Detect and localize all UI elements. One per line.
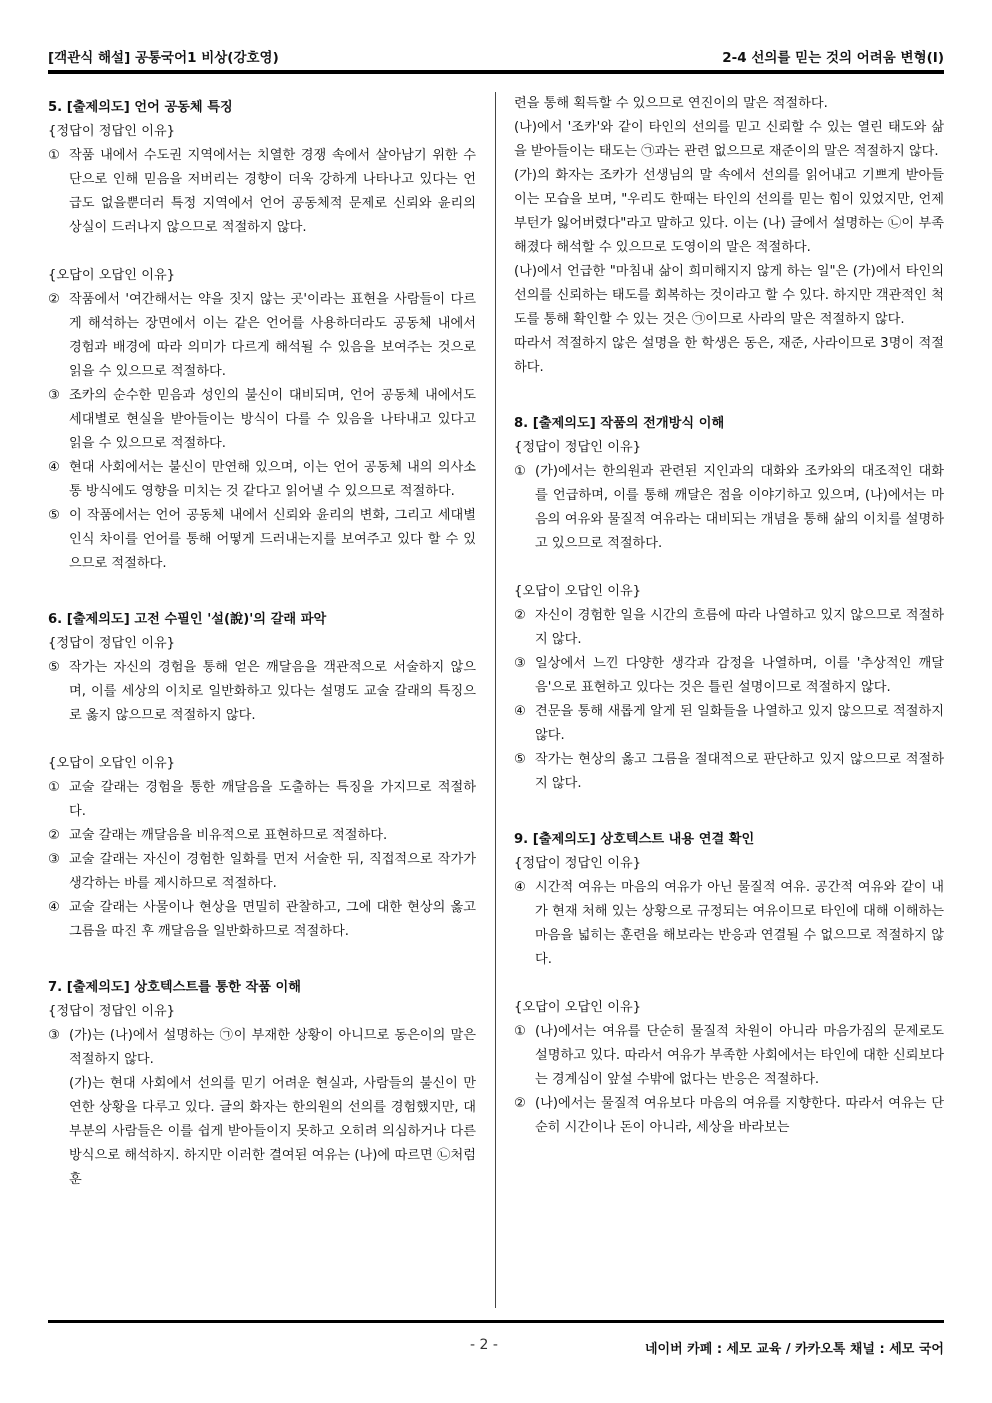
q5-wrong-label: {오답이 오답인 이유} (48, 268, 176, 283)
q7-title: 7. [출제의도] 상호텍스트를 통한 작품 이해 (48, 980, 302, 995)
right-column (514, 92, 944, 1140)
q7-paragraph: (나)에서 '조카'와 같이 타인의 선의를 믿고 신뢰할 수 있는 열린 태도와 삶을 받아들이는 태도는 ㉠과는 관련 없으므로 재준이의 말은 적절하지 않다. (514, 120, 944, 159)
q9-correct-label: {정답이 정답인 이유} (514, 856, 642, 871)
item-number: ② (514, 1096, 526, 1111)
item-number: ① (48, 780, 60, 795)
item-number: ② (48, 292, 60, 307)
item-number: ③ (48, 1028, 60, 1043)
header-title-left: [객관식 해설] 공통국어1 비상(강호영) (48, 50, 279, 66)
q8-wrong-item (514, 700, 944, 748)
item-number: ③ (48, 388, 60, 403)
q6-title: 6. [출제의도] 고전 수필인 '설(說)'의 갈래 파악 (48, 612, 327, 627)
header-title-right: 2-4 선의를 믿는 것의 어려움 변형(I) (722, 50, 944, 66)
item-number: ② (48, 828, 60, 843)
item-text: (가)에서는 한의원과 관련된 지인과의 대화와 조카와의 대조적인 대화를 언급하며, 이를 통해 깨달은 점을 이야기하고 있으며, (나)에서는 마음의 여유와 물질적 여유라는 대비되는 개념을 통해 삶의 이치를 설명하고 있으므로 적절하다. (535, 464, 944, 551)
item-number: ⑤ (48, 660, 60, 675)
item-number: ② (514, 608, 526, 623)
q6-wrong-item (48, 776, 476, 824)
q7-paragraph: (나)에서 언급한 "마침내 삶이 희미해지지 않게 하는 일"은 (가)에서 타인의 선의를 신뢰하는 태도를 회복하는 것이라고 할 수 있다. 하지만 객관적인 척도를 통해 확인할 수 있는 것은 ㉠이므로 사라의 말은 적절하지 않다. (514, 264, 944, 327)
q8-correct-label: {정답이 정답인 이유} (514, 440, 642, 455)
item-number: ③ (48, 852, 60, 867)
page-header (48, 46, 944, 68)
item-number: ① (514, 1024, 526, 1039)
item-text: 시간적 여유는 마음의 여유가 아닌 물질적 여유. 공간적 여유와 같이 내가 현재 처해 있는 상황으로 규정되는 여유이므로 타인에 대해 이해하는 마음을 넓히는 훈련을 해보라는 반응과 연결될 수 없으므로 적절하지 않다. (535, 880, 944, 967)
item-text: 작가는 자신의 경험을 통해 얻은 깨달음을 객관적으로 서술하지 않으며, 이를 세상의 이치로 일반화하고 있다는 설명도 교술 갈래의 특징으로 옳지 않으므로 적절하지 않다. (69, 660, 476, 723)
item-text: 교술 갈래는 자신이 경험한 일화를 먼저 서술한 뒤, 직접적으로 작가가 생각하는 바를 제시하므로 적절하다. (69, 852, 476, 891)
q7-correct-continuation: (가)는 현대 사회에서 선의를 믿기 어려운 현실과, 사람들의 불신이 만연한 상황을 다루고 있다. 글의 화자는 한의원의 선의를 경험했지만, 대부분의 사람들은 이를 쉽게 받아들이지 못하고 오히려 의심하거나 다른 방식으로 해석하지. 하지만 이러한 결여된 여유는 (나)에 따르면 ㉡처럼 훈 (69, 1076, 476, 1187)
item-text: 작품 내에서 수도권 지역에서는 치열한 경쟁 속에서 살아남기 위한 수단으로 인해 믿음을 저버리는 경향이 더욱 강하게 나타나고 있다는 언급도 없을뿐더러 특정 지역에서 언어 공동체적 문제로 신뢰와 윤리의 상실이 드러나지 않으므로 적절하지 않다. (69, 148, 476, 235)
left-column (48, 92, 476, 1192)
item-text: 작가는 현상의 옳고 그름을 절대적으로 판단하고 있지 않으므로 적절하지 않다. (535, 752, 944, 791)
q6-correct-label: {정답이 정답인 이유} (48, 636, 176, 651)
q9-wrong-item (514, 1020, 944, 1092)
item-text: 교술 갈래는 사물이나 현상을 면밀히 관찰하고, 그에 대한 현상의 옳고 그름을 따진 후 깨달음을 일반화하므로 적절하다. (69, 900, 476, 939)
q8-correct-item (514, 460, 944, 556)
item-number: ④ (48, 460, 60, 475)
q7-paragraph: (가)의 화자는 조카가 선생님의 말 속에서 선의를 읽어내고 기쁘게 받아들이는 모습을 보며, "우리도 한때는 타인의 선의를 믿는 힘이 있었지만, 언제부턴가 잃어버렸다"라고 말하고 있다. 이는 (나) 글에서 설명하는 ㉡이 부족해졌다 해석할 수 있으므로 도영이의 말은 적절하다. (514, 168, 944, 255)
q5-wrong-item (48, 456, 476, 504)
q7-correct-label: {정답이 정답인 이유} (48, 1004, 176, 1019)
q5-correct-item (48, 144, 476, 240)
q8-wrong-item (514, 748, 944, 796)
q5-correct-label: {정답이 정답인 이유} (48, 124, 176, 139)
item-number: ⑤ (48, 508, 60, 523)
item-number: ⑤ (514, 752, 526, 767)
q6-wrong-item (48, 824, 476, 848)
q8-title: 8. [출제의도] 작품의 전개방식 이해 (514, 416, 725, 431)
q9-wrong-label: {오답이 오답인 이유} (514, 1000, 642, 1015)
item-text: 현대 사회에서는 불신이 만연해 있으며, 이는 언어 공동체 내의 의사소통 방식에도 영향을 미치는 것 같다고 읽어낼 수 있으므로 적절하다. (69, 460, 476, 499)
item-text: 교술 갈래는 경험을 통한 깨달음을 도출하는 특징을 가지므로 적절하다. (69, 780, 476, 819)
q6-wrong-item (48, 848, 476, 896)
item-number: ④ (514, 880, 526, 895)
item-text: 조카의 순수한 믿음과 성인의 불신이 대비되며, 언어 공동체 내에서도 세대별로 현실을 받아들이는 방식이 다를 수 있음을 나타내고 있다고 읽을 수 있으므로 적절하다. (69, 388, 476, 451)
q5-wrong-item (48, 384, 476, 456)
q8-wrong-item (514, 604, 944, 652)
item-number: ④ (48, 900, 60, 915)
q9-correct-item (514, 876, 944, 972)
q5-wrong-item (48, 504, 476, 576)
item-number: ③ (514, 656, 526, 671)
item-text: 일상에서 느낀 다양한 생각과 감정을 나열하며, 이를 '추상적인 깨달음'으로 표현하고 있다는 것은 틀린 설명이므로 적절하지 않다. (535, 656, 944, 695)
q7-correct-item (48, 1024, 476, 1072)
item-text: (나)에서는 물질적 여유보다 마음의 여유를 지향한다. 따라서 여유는 단순히 시간이나 돈이 아니라, 세상을 바라보는 (535, 1096, 944, 1135)
page-number: - 2 - (470, 1337, 498, 1353)
item-text: (가)는 (나)에서 설명하는 ㉠이 부재한 상황이 아니므로 동은이의 말은 적절하지 않다. (69, 1028, 476, 1067)
q5-title: 5. [출제의도] 언어 공동체 특징 (48, 100, 233, 115)
item-text: 이 작품에서는 언어 공동체 내에서 신뢰와 윤리의 변화, 그리고 세대별 인식 차이를 언어를 통해 어떻게 드러내는지를 보여주고 있다 할 수 있으므로 적절하다. (69, 508, 476, 571)
column-divider (495, 92, 496, 1308)
footer-channel-info: 네이버 카페 : 세모 교육 / 카카오톡 채널 : 세모 국어 (644, 1342, 944, 1357)
q7-correct-continuation-right: 련을 통해 획득할 수 있으므로 연진이의 말은 적절하다. (514, 96, 828, 111)
q5-wrong-item (48, 288, 476, 384)
q8-wrong-label: {오답이 오답인 이유} (514, 584, 642, 599)
q8-wrong-item (514, 652, 944, 700)
item-number: ① (48, 148, 60, 163)
q7-paragraph: 따라서 적절하지 않은 설명을 한 학생은 동은, 재준, 사라이므로 3명이 적절하다. (514, 336, 944, 375)
item-text: 작품에서 '여간해서는 약을 짓지 않는 곳'이라는 표현을 사람들이 다르게 해석하는 장면에서 이는 같은 언어를 사용하더라도 공동체 내에서 경험과 배경에 따라 의미가 다르게 해석될 수 있음을 보여주는 것으로 읽을 수 있으므로 적절하다. (69, 292, 476, 379)
item-number: ④ (514, 704, 526, 719)
q9-wrong-item (514, 1092, 944, 1140)
q6-correct-item (48, 656, 476, 728)
item-number: ① (514, 464, 526, 479)
item-text: 견문을 통해 새롭게 알게 된 일화들을 나열하고 있지 않으므로 적절하지 않다. (535, 704, 944, 743)
item-text: 교술 갈래는 깨달음을 비유적으로 표현하므로 적절하다. (69, 828, 388, 843)
q6-wrong-label: {오답이 오답인 이유} (48, 756, 176, 771)
q6-wrong-item (48, 896, 476, 944)
footer-rule (48, 1320, 944, 1323)
item-text: (나)에서는 여유를 단순히 물질적 차원이 아니라 마음가짐의 문제로도 설명하고 있다. 따라서 여유가 부족한 사회에서는 타인에 대한 신뢰보다는 경계심이 앞설 수밖에 없다는 반응은 적절하다. (535, 1024, 944, 1087)
item-text: 자신이 경험한 일을 시간의 흐름에 따라 나열하고 있지 않으므로 적절하지 않다. (535, 608, 944, 647)
q9-title: 9. [출제의도] 상호텍스트 내용 연결 확인 (514, 832, 755, 847)
header-rule (48, 70, 944, 74)
